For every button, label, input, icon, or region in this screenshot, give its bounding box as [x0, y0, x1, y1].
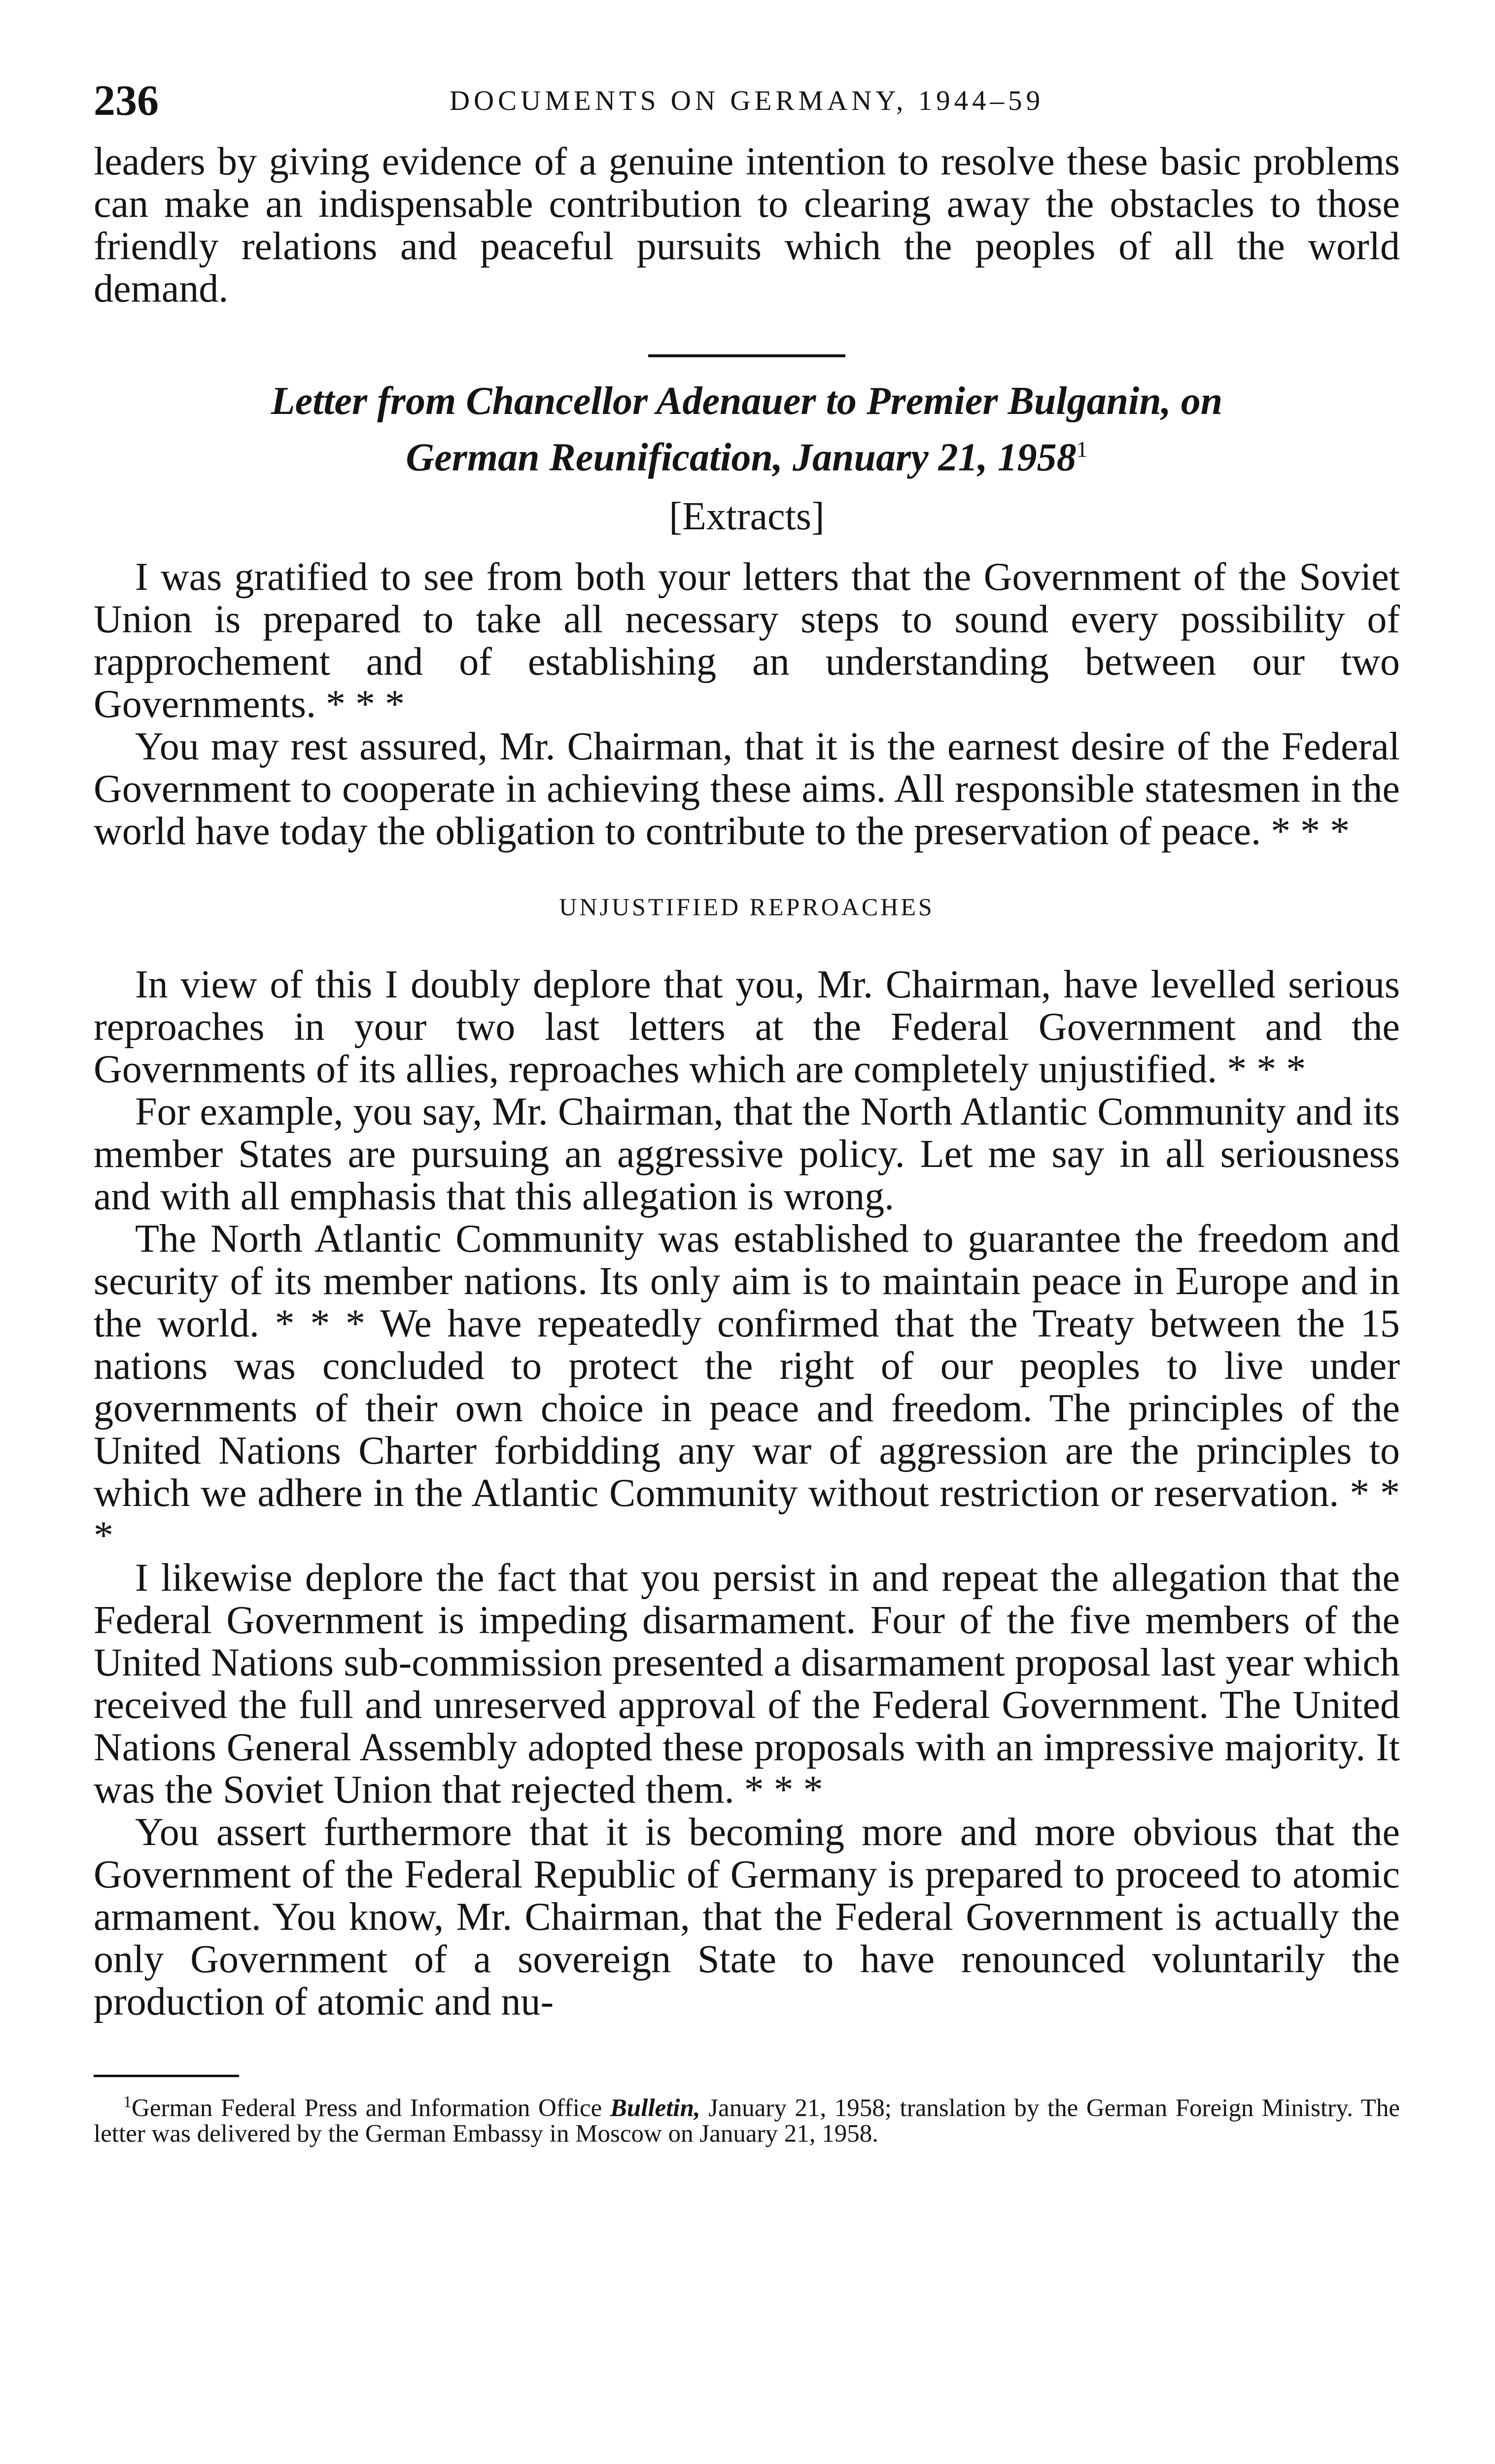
section-divider	[648, 354, 845, 357]
document-page	[94, 74, 1400, 2147]
document-title	[94, 377, 1400, 482]
body-paragraph: You assert furthermore that it is becoming more and more obvious that the Government of the Federal Republic of Germany is prepared to proceed to atomic armament. You know, Mr. Chairman, that the Federal Government is actually the only Government of a sovereign State to have renounced voluntarily the production of atomic and nu-	[94, 1810, 1400, 2023]
body-paragraph: In view of this I doubly deplore that you, Mr. Chairman, have levelled serious reproaches in your two last letters at the Federal Government and the Governments of its allies, reproaches which are completely unjustified. * * *	[94, 962, 1400, 1091]
document-title-line-2: German Reunification, January 21, 1958	[406, 436, 1077, 479]
section-heading: UNJUSTIFIED REPROACHES	[559, 892, 935, 921]
body-paragraph: I likewise deplore the fact that you persist in and repeat the allegation that the Federal Government is impeding disarmament. Four of the five members of the United Nations sub-commission presented a disarmament proposal last year which received the full and unreserved approval of the Federal Government. The United Nations General Assembly adopted these proposals with an impressive majority. It was the Soviet Union that rejected them. * * *	[94, 1556, 1400, 1812]
body-paragraph: I was gratified to see from both your letters that the Government of the Soviet Union is prepared to take all necessary steps to sound every possibility of rapprochement and of establishing an understanding between our two Governments. * * *	[94, 555, 1400, 726]
body-paragraph: For example, you say, Mr. Chairman, that the North Atlantic Community and its member States are pursuing an aggressive policy. Let me say in all seriousness and with all emphasis that this allegation is wrong.	[94, 1090, 1400, 1218]
footnote-divider	[94, 2075, 239, 2077]
footnote	[94, 2089, 1400, 2147]
continuation-paragraph: leaders by giving evidence of a genuine intention to resolve these basic problems can make an indispensable contribution to clearing away the obstacles to those friendly relations and peaceful pursuits which the peoples of all the world demand.	[94, 140, 1400, 310]
page-number: 236	[94, 77, 159, 125]
footnote-text-start: German Federal Press and Information Office	[132, 2094, 602, 2122]
footnote-reference: 1	[1076, 437, 1088, 462]
footnote-text-end: January 21, 1958; translation by the German Foreign Ministry. The letter was delivered by the German Embassy in Moscow on January 21, 1958.	[94, 2094, 1400, 2148]
footnote-publication: Bulletin,	[610, 2094, 700, 2122]
footnote-marker: 1	[123, 2092, 132, 2111]
body-paragraph: The North Atlantic Community was established to guarantee the freedom and security of its member nations. Its only aim is to maintain peace in Europe and in the world. * * * We have repeatedly confirmed that the Treaty between the 15 nations was concluded to protect the right of our peoples to live under governments of their own choice in peace and freedom. The principles of the United Nations Charter forbidding any war of aggression are the principles to which we adhere in the Atlantic Community without restriction or reservation. * * *	[94, 1217, 1400, 1557]
extracts-label: [Extracts]	[669, 494, 825, 538]
running-title: DOCUMENTS ON GERMANY, 1944–59	[449, 85, 1044, 116]
document-title-line-1: Letter from Chancellor Adenauer to Premier Bulganin, on	[271, 379, 1223, 423]
running-head	[94, 74, 1400, 128]
body-paragraph: You may rest assured, Mr. Chairman, that it is the earnest desire of the Federal Government to cooperate in achieving these aims. All responsible statesmen in the world have today the obligation to contribute to the preservation of peace. * * *	[94, 724, 1400, 853]
